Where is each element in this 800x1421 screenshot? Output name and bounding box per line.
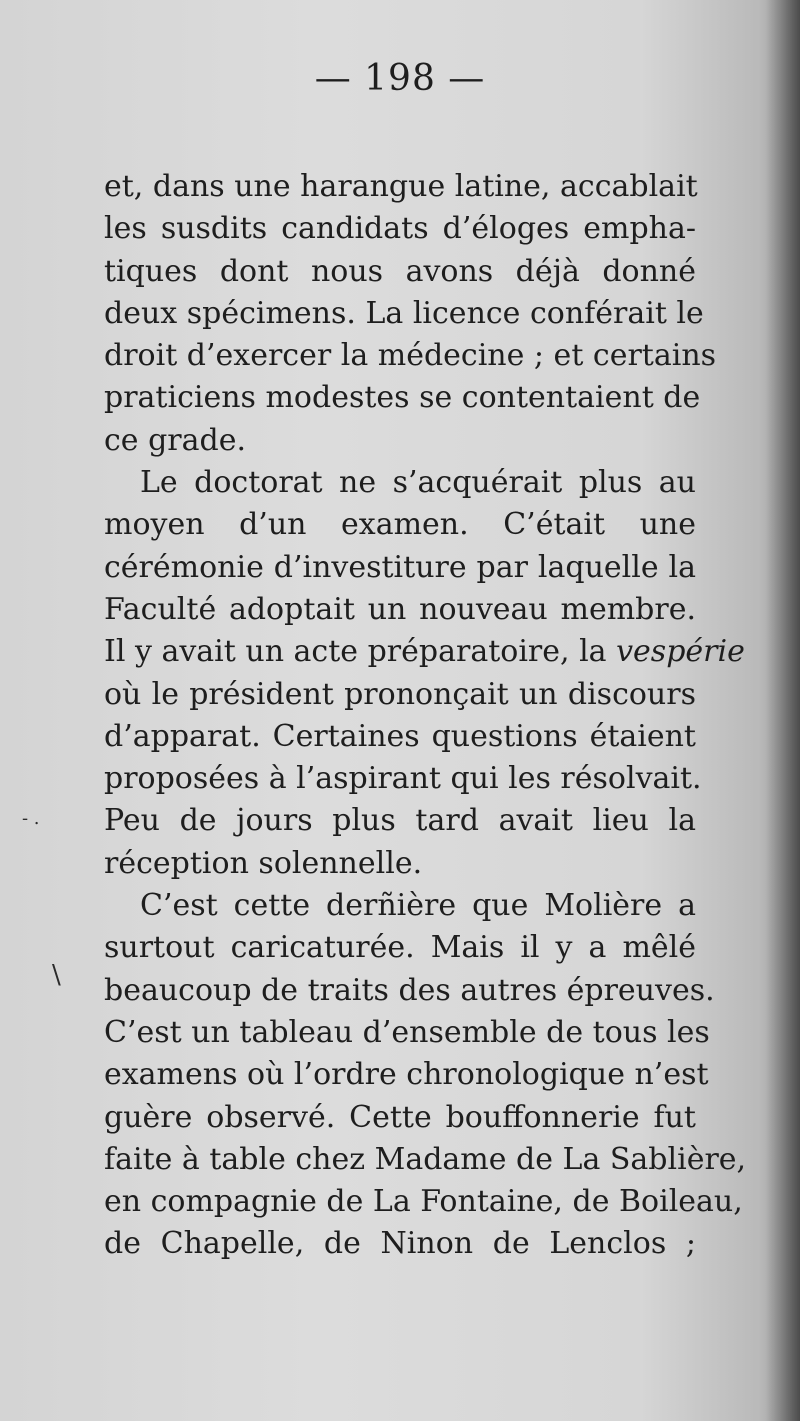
text-line: deux spécimens. La licence conférait le — [104, 295, 704, 331]
text-line: proposées à l’aspirant qui les résolvait. — [104, 761, 702, 797]
text-line: Le doctorat ne s’acquérait plus au — [140, 465, 696, 501]
text-line: C’est un tableau d’ensemble de tous les — [104, 1014, 710, 1050]
text-line: réception solennelle. — [104, 845, 423, 881]
body-text — [104, 166, 747, 1266]
text-line: praticiens modestes se contentaient de — [104, 380, 701, 416]
text-line: C’est cette derñière que Molière a — [140, 888, 696, 924]
text-line: examens où l’ordre chronologique n’est — [104, 1057, 709, 1093]
italic-term: vespérie — [616, 634, 745, 670]
page-number: — 198 — — [314, 58, 486, 99]
text-line: guère observé. Cette bouffonnerie fut — [104, 1099, 696, 1135]
text-line: en compagnie de La Fontaine, de Boileau, — [104, 1184, 743, 1220]
text-line: et, dans une harangue latine, accablait — [104, 169, 698, 204]
margin-mark: - . — [22, 808, 40, 829]
text-line: les susdits candidats d’éloges empha- — [104, 211, 696, 247]
text-line-segment: Il y avait un acte préparatoire, la — [104, 634, 607, 670]
gutter-shadow — [766, 0, 800, 1421]
text-line: où le président prononçait un discours — [104, 676, 696, 712]
text-line: cérémonie d’investiture par laquelle la — [104, 549, 696, 585]
text-line: moyen d’un examen. C’était une — [104, 507, 696, 543]
text-line: ce grade. — [104, 422, 247, 458]
text-line-with-italic — [104, 631, 745, 673]
text-line: d’apparat. Certaines questions étaient — [104, 718, 696, 754]
text-line: surtout caricaturée. Mais il y a mêlé — [104, 930, 696, 966]
text-line: droit d’exercer la médecine ; et certains — [104, 338, 717, 374]
text-line: Faculté adoptait un nouveau membre. — [104, 591, 696, 627]
text-line: Peu de jours plus tard avait lieu la — [104, 803, 696, 839]
margin-mark: \ — [52, 960, 61, 990]
text-line: faite à table chez Madame de La Sablière, — [104, 1141, 747, 1177]
text-line: de Chapelle, de Ninon de Lenclos ; — [104, 1226, 696, 1262]
text-line: tiques dont nous avons déjà donné — [104, 253, 696, 289]
text-line: beaucoup de traits des autres épreuves. — [104, 972, 715, 1008]
